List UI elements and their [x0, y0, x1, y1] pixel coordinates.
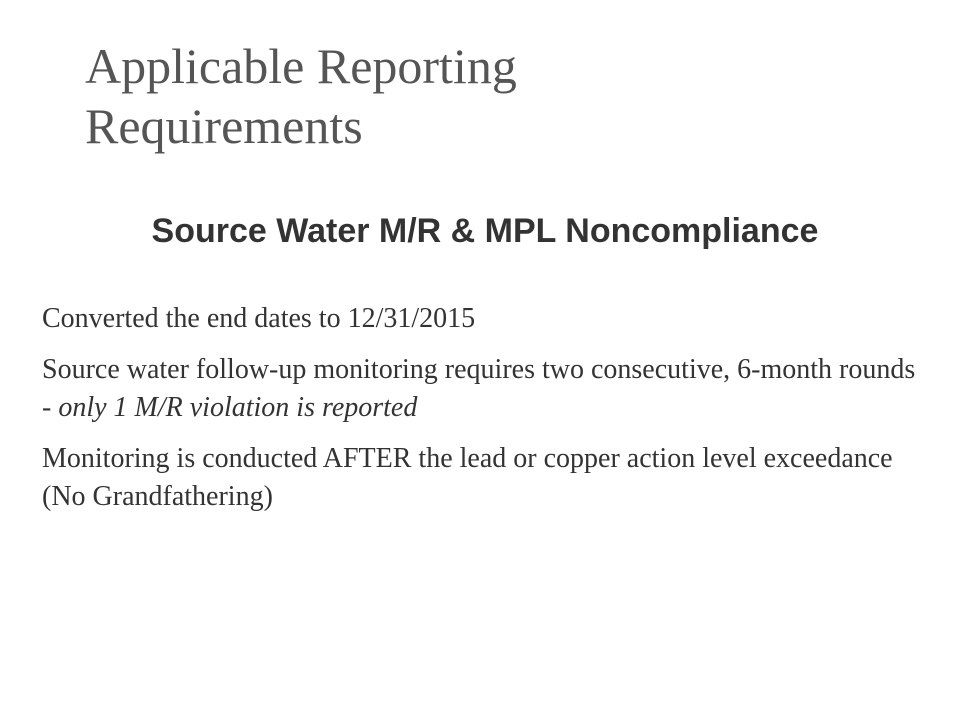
- slide-title: Applicable Reporting Requirements: [85, 38, 517, 154]
- slide-subtitle: Source Water M/R & MPL Noncompliance: [151, 212, 819, 250]
- bullet-text: Monitoring is conducted AFTER the lead or copper action level exceedance (No Grandfathering): [42, 443, 893, 512]
- bullet-text: Source water follow-up monitoring requires two consecutive, 6-month rounds -: [42, 354, 916, 423]
- bullet-text: Converted the end dates to 12/31/2015: [42, 303, 476, 334]
- bullet-item: [42, 440, 922, 516]
- bullet-emphasis-text: only 1 M/R violation is reported: [58, 392, 418, 423]
- bullet-item: [42, 351, 922, 427]
- bullet-list: [42, 300, 922, 529]
- bullet-item: [42, 300, 922, 338]
